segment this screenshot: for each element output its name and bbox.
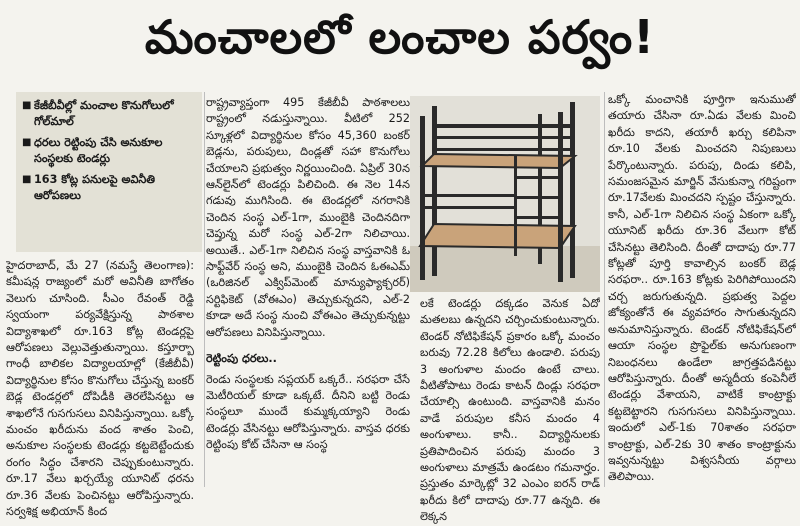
highlight-item	[22, 135, 196, 167]
column-2-text: రాష్ట్రవ్యాప్తంగా 495 కేజీబీవీ పాఠశాలలు రాష్ట్రంలో నడుస్తున్నాయి. వీటిలో 252 స్కూళ్లలో విద్యార్థినుల కోసం 45,360 బంకర్ బెడ్లను, పరుపులు, దిండ్లతో సహా కొనుగోలు చేయాలని ప్రభుత్వం నిర్ణయించింది. ఏప్రిల్ 30న ఆన్‌లైన్‌లో టెండర్లు పిలిచింది. ఈ నెల 14న గడువు ముగిసింది. ఈ టెండర్లలో నగరానికి చెందిన సంస్థ ఎల్-1గా, ముంబైకి చెందినదిగా చెప్తున్న మరో సంస్థ ఎల్-2గా నిలిచాయి. అయితే.. ఎల్-1గా నిలిచిన సంస్థ వాస్తవానికి ఓ సాఫ్ట్‌వేర్ సంస్థ అని, ముంబైకి చెందిన ఓఈఎమ్ (ఒరిజినల్ ఎక్విప్‌మెంట్ మాన్యుఫ్యాక్చరర్) సర్టిఫికెట్ (వోఈఎం) తెచ్చుకున్నదని, ఎల్-2 కూడా అదే సంస్థ నుంచి వోఈఎం తెచ్చుకున్నట్టు ఆరోపణలు వినిపిస్తున్నాయి.	[206, 96, 410, 339]
square-bullet-icon: ■	[22, 137, 32, 148]
column-3-text: లకే టెండర్లు దక్కడం వెనుక ఏదో మతలబు ఉన్నదని చర్చించుకుంటున్నారు. టెండర్ నోటిఫికేషన్ ప్రకారం ఒక్కో మంచం బరువు 72.28 కిలోలు ఉండాలి. పరుపు 3 అంగుళాల మందం ఉంటే చాలు. వీటితోపాటు రెండు కాటన్ దిండ్లు సరఫరా చేయాల్సి ఉంటుంది. వాస్తవానికి మనం వాడే పరుపుల కనీస మందం 4 అంగుళాలు. కానీ.. విద్యార్థినులకు ప్రతిపాదించిన పరుపు మందం 3 అంగుళాలు మాత్రమే ఉండటం గమనార్హం. ప్రస్తుతం మార్కెట్లో 32 ఎంఎం ఐరన్ రాడ్ ఖరీదు కిలో దాదాపు రూ.77 ఉన్నది. ఈ లెక్కన	[420, 297, 600, 524]
square-bullet-icon: ■	[22, 174, 32, 185]
column-divider	[204, 92, 205, 487]
bunk-bed-photo	[410, 96, 600, 292]
column-2	[206, 95, 410, 454]
column-2-text-continued: రెండు సంస్థలకు సప్లయర్ ఒక్కరే.. సరఫరా చేసే మెటీరియల్ కూడా ఒక్కటే. దీనిని బట్టి రెండు సంస్థలూ ముందే కుమ్మక్కయ్యాని రెండు టెండర్లు వేసినట్టు ఆరోపిస్తున్నారు. వాస్తవ ధరకు రెట్టింపు కోట్ చేసినా ఆ సంస్థ	[206, 372, 410, 452]
subheading: రెట్టింపు ధరలు..	[206, 352, 277, 366]
highlight-text: ధరలు రెట్టింపు చేసి అనుకూల సంస్థలకు టెండర్లు	[34, 136, 163, 165]
column-3	[420, 296, 600, 526]
column-1-text: హైదరాబాద్, మే 27 (నమస్తే తెలంగాణ): కమీషన్ల రాజ్యంలో మరో అవినీతి బాగోతం వెలుగు చూసింది. సీఎం రేవంత్ రెడ్డి స్వయంగా పర్యవేక్షిస్తున్న పాఠశాల విద్యాశాఖలో రూ.163 కోట్ల టెండర్లపై ఆరోపణలు వెల్లువెత్తుతున్నాయి. కస్తూర్బా గాంధీ బాలికల విద్యాలయాల్లో (కేజీబీవీ) విద్యార్థినుల కోసం కొనుగోలు చేస్తున్న బంకర్ బెడ్ల టెండర్లలో దోపిడీకి తెరలేపినట్టు ఆ శాఖలోనే గుసగుసలు వినిపిస్తున్నాయి. ఒక్కో మంచం ఖరీదును వంద శాతం పెంచి, అనుకూల సంస్థలకు టెండర్లు కట్టబెట్టేందుకు రంగం సిద్ధం చేశారని చెప్పుకుంటున్నారు. రూ.17 వేలు ఖర్చయ్యే యూనిట్ ధరను రూ.36 వేలకు పెంచినట్టు ఆరోపిస్తున్నారు. సర్వశిక్ష అభియాన్ కింద	[6, 259, 194, 519]
column-4	[608, 92, 796, 486]
highlight-item	[22, 172, 196, 204]
highlight-text: 163 కోట్ల పనులపై అవినీతి ఆరోపణలు	[34, 173, 156, 202]
bunk-bed-illustration	[410, 96, 600, 292]
highlight-text: కేజీబీవీల్లో మంచాల కొనుగోలులో గోల్‌మాల్	[34, 99, 174, 128]
column-divider	[604, 92, 605, 487]
column-4-text: ఒక్కో మంచానికి పూర్తిగా ఇనుముతో తయారు చేసినా రూ.ఏడు వేలకు మించి ఖరీదు కాదని, తయారీ ఖర్చు కలిపినా రూ.10 వేలకు మించదని నిపుణులు పేర్కొంటున్నారు. పరుపు, దిండు కలిపి, సమంజసమైన మార్జిన్ వేసుకున్నా గరిష్టంగా రూ.17వేలకు మించదని స్పష్టం చేస్తున్నారు. కానీ, ఎల్-1గా నిలిచిన సంస్థ ఏకంగా ఒక్కో యూనిట్ ఖరీదు రూ.36 వేలుగా కోట్ చేసినట్టు తెలిసింది. దీంతో దాదాపు రూ.77 కోట్లతో పూర్తి కావాల్సిన బంకర్ బెడ్ల సరఫరా.. రూ.163 కోట్లకు పెరిగిపోయిందని చర్చ జరుగుతున్నది. ప్రభుత్వ పెద్దల జోక్యంతోనే ఈ వ్యవహారం సాగుతున్నదని అనుమానిస్తున్నారు. టెండర్ నోటిఫికేషన్‌లో ఆయా సంస్థల ప్రొఫైల్‌కు అనుగుణంగా నిబంధనలు ఉండేలా జాగ్రత్తపడినట్టు ఆరోపిస్తున్నారు. దీంతో అస్మదీయ కంపెనీలే టెండర్లు వేశాయని, వాటికే కాంట్రాక్టు కట్టబెట్టారని గుసగుసలు వినిపిస్తున్నాయి. ఇందులో ఎల్-1కు 70శాతం సరఫరా కాంట్రాక్టు, ఎల్-2కు 30 శాతం కాంట్రాక్టును ఇవ్వనున్నట్టు విశ్వసనీయ వర్గాలు తెలిపాయి.	[608, 93, 796, 484]
highlight-item	[22, 98, 196, 130]
column-1	[6, 258, 194, 521]
highlights-box	[16, 92, 202, 252]
headline: మంచాలలో లంచాల పర్వం!	[144, 10, 656, 64]
square-bullet-icon: ■	[22, 100, 32, 111]
